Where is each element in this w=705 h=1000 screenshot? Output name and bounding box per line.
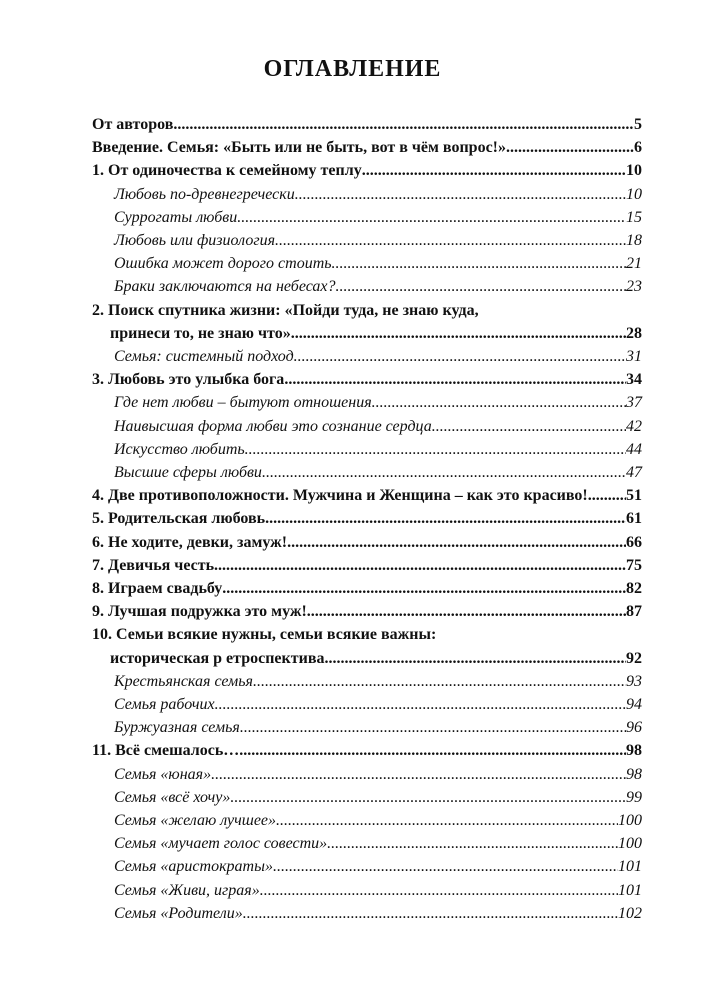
toc-dot-leader bbox=[307, 601, 626, 623]
toc-dot-leader bbox=[295, 184, 626, 206]
toc-page-number: 101 bbox=[618, 881, 642, 899]
toc-entry-title: Суррогаты любви bbox=[114, 208, 238, 226]
toc-entry-title: Введение. Семья: «Быть или не быть, вот в чём вопрос!» bbox=[92, 139, 506, 157]
toc-page-number: 44 bbox=[626, 440, 642, 458]
toc-page-number: 5 bbox=[634, 116, 642, 133]
toc-page-number: 100 bbox=[618, 812, 642, 829]
toc-entry[interactable] bbox=[92, 160, 642, 182]
toc-entry-title: Семья: системный подход bbox=[114, 348, 294, 365]
toc-entry[interactable] bbox=[114, 856, 642, 878]
toc-entry[interactable] bbox=[92, 485, 642, 507]
toc-page-number: 94 bbox=[626, 696, 642, 713]
toc-entry-title: Браки заключаются на небесах? bbox=[114, 278, 336, 296]
toc-entry[interactable] bbox=[92, 532, 642, 554]
toc-entry[interactable] bbox=[92, 114, 642, 136]
toc-dot-leader bbox=[253, 671, 626, 693]
toc-entry-title: Любовь или физиология bbox=[114, 232, 275, 249]
toc-page-number: 23 bbox=[626, 278, 642, 296]
toc-page-number: 28 bbox=[626, 324, 642, 342]
toc-dot-leader bbox=[432, 416, 626, 438]
toc-entry-title: Буржуазная семья bbox=[114, 719, 240, 737]
toc-entry[interactable] bbox=[114, 810, 642, 832]
toc-page-number: 75 bbox=[626, 556, 642, 574]
toc-dot-leader bbox=[506, 137, 634, 159]
toc-entry-title: Высшие сферы любви bbox=[114, 464, 262, 481]
toc-entry[interactable] bbox=[114, 392, 642, 414]
toc-page-number: 98 bbox=[626, 742, 642, 760]
toc-dot-leader bbox=[276, 810, 618, 832]
toc-page-number: 34 bbox=[626, 371, 642, 389]
toc-entry-title: Семья «желаю лучшее» bbox=[114, 812, 277, 829]
toc-entry-title: 7. Девичья честь bbox=[92, 556, 215, 574]
toc-dot-leader bbox=[230, 787, 626, 809]
toc-page-number: 66 bbox=[626, 533, 642, 551]
toc-page-number: 47 bbox=[626, 464, 642, 481]
toc-dot-leader bbox=[275, 230, 626, 252]
toc-entry[interactable] bbox=[114, 184, 642, 206]
toc-dot-leader bbox=[262, 462, 626, 484]
toc-entry[interactable] bbox=[114, 346, 642, 368]
toc-page-number: 102 bbox=[618, 904, 642, 922]
toc-entry[interactable] bbox=[92, 578, 642, 600]
toc-entry[interactable] bbox=[114, 833, 642, 855]
toc-entry[interactable] bbox=[114, 717, 642, 739]
toc-entry[interactable] bbox=[92, 740, 642, 762]
toc-entry[interactable] bbox=[92, 624, 642, 646]
toc-dot-leader bbox=[291, 323, 626, 345]
toc-entry-title: 5. Родительская любовь bbox=[92, 510, 266, 528]
toc-entry-title: 10. Семьи всякие нужны, семьи всякие важны: bbox=[92, 626, 437, 644]
toc-page-number: 101 bbox=[618, 858, 642, 876]
toc-page-number: 6 bbox=[634, 139, 642, 157]
toc-page-number: 21 bbox=[626, 255, 642, 273]
toc-entry-title: Ошибка может дорого стоить bbox=[114, 255, 332, 273]
toc-entry-title: Семья рабочих bbox=[114, 696, 215, 713]
page-title: ОГЛАВЛЕНИЕ bbox=[263, 56, 442, 82]
toc-dot-leader bbox=[284, 369, 626, 391]
toc-dot-leader bbox=[324, 648, 626, 670]
toc-entry[interactable] bbox=[110, 648, 642, 670]
toc-entry[interactable] bbox=[110, 323, 642, 345]
toc-dot-leader bbox=[237, 207, 626, 229]
toc-entry[interactable] bbox=[114, 416, 642, 438]
toc-entry[interactable] bbox=[114, 880, 642, 902]
toc-page-number: 51 bbox=[626, 487, 642, 505]
toc-entry[interactable] bbox=[114, 230, 642, 252]
toc-entry-title: Семья «аристократы» bbox=[114, 858, 273, 876]
toc-entry[interactable] bbox=[114, 764, 642, 786]
toc-entry-title: историческая р етроспектива bbox=[110, 649, 325, 667]
toc-page-number: 92 bbox=[626, 649, 642, 667]
toc-entry-title: Искусство любить bbox=[114, 440, 245, 458]
toc-entry-title: Наивысшая форма любви это сознание сердца bbox=[114, 417, 432, 435]
toc-entry[interactable] bbox=[114, 694, 642, 716]
toc-dot-leader bbox=[332, 253, 626, 275]
toc-entry-title: 2. Поиск спутника жизни: «Пойди туда, не знаю куда, bbox=[92, 301, 479, 319]
toc-page-number: 98 bbox=[626, 765, 642, 783]
toc-dot-leader bbox=[260, 880, 618, 902]
toc-entry[interactable] bbox=[114, 671, 642, 693]
toc-entry[interactable] bbox=[92, 555, 642, 577]
toc-page-number: 42 bbox=[626, 417, 642, 435]
toc-entry[interactable] bbox=[92, 369, 642, 391]
toc-page-number: 10 bbox=[626, 185, 642, 203]
toc-entry-title: 11. Всё смешалось… bbox=[92, 742, 240, 760]
toc-entry-title: Семья «Живи, играя» bbox=[114, 881, 260, 899]
toc-page-number: 10 bbox=[626, 162, 642, 180]
toc-dot-leader bbox=[273, 856, 618, 878]
toc-entry[interactable] bbox=[92, 137, 642, 159]
toc-entry-title: 3. Любовь это улыбка бога bbox=[92, 371, 285, 389]
toc-dot-leader bbox=[588, 485, 626, 507]
toc-entry-title: Семья «мучает голос совести» bbox=[114, 835, 328, 853]
toc-entry-title: принеси то, не знаю что» bbox=[110, 324, 291, 342]
toc-page-number: 100 bbox=[618, 835, 642, 853]
toc-page-number: 61 bbox=[626, 510, 642, 528]
toc-entry-title: Семья «юная» bbox=[114, 765, 212, 783]
toc-dot-leader bbox=[327, 833, 618, 855]
toc-entry[interactable] bbox=[114, 787, 642, 809]
toc-dot-leader bbox=[173, 114, 634, 136]
toc-entry[interactable] bbox=[92, 508, 642, 530]
toc-page-number: 93 bbox=[626, 672, 642, 690]
toc-dot-leader bbox=[239, 740, 626, 762]
toc-dot-leader bbox=[240, 717, 626, 739]
toc-page-number: 99 bbox=[626, 788, 642, 806]
toc-entry[interactable] bbox=[92, 601, 642, 623]
toc-entry-title: Где нет любви – бытуют отношения bbox=[114, 394, 372, 412]
toc-dot-leader bbox=[265, 508, 626, 530]
toc-entry-title: От авторов bbox=[92, 116, 174, 133]
toc-page-number: 18 bbox=[626, 232, 642, 249]
toc-dot-leader bbox=[287, 532, 626, 554]
toc-page-number: 15 bbox=[626, 208, 642, 226]
toc-dot-leader bbox=[243, 903, 618, 925]
toc-entry[interactable] bbox=[114, 439, 642, 461]
toc-dot-leader bbox=[362, 160, 626, 182]
toc-page-number: 96 bbox=[626, 719, 642, 737]
toc-page-number: 37 bbox=[626, 394, 642, 412]
toc-entry[interactable] bbox=[114, 207, 642, 229]
toc-dot-leader bbox=[211, 764, 626, 786]
toc-entry-title: 8. Играем свадьбу bbox=[92, 580, 223, 597]
toc-dot-leader bbox=[214, 555, 626, 577]
toc-page-number: 31 bbox=[626, 348, 642, 365]
toc-entry[interactable] bbox=[114, 253, 642, 275]
toc-entry[interactable] bbox=[114, 903, 642, 925]
toc-entry-title: 6. Не ходите, девки, замуж! bbox=[92, 533, 288, 551]
toc-dot-leader bbox=[294, 346, 626, 368]
toc-page-number: 82 bbox=[626, 580, 642, 597]
toc-entry-title: Семья «всё хочу» bbox=[114, 788, 231, 806]
toc-entry[interactable] bbox=[114, 462, 642, 484]
toc-entry-title: 1. От одиночества к семейному теплу bbox=[92, 162, 362, 180]
toc-dot-leader bbox=[215, 694, 626, 716]
toc-entry-title: Семья «Родители» bbox=[114, 904, 243, 922]
toc-entry-title: 9. Лучшая подружка это муж! bbox=[92, 603, 307, 621]
toc-entry-title: Крестьянская семья bbox=[114, 672, 253, 690]
toc-page-number: 87 bbox=[626, 603, 642, 621]
toc-entry-title: 4. Две противоположности. Мужчина и Женщина – как это красиво! bbox=[92, 487, 588, 505]
toc-dot-leader bbox=[222, 578, 626, 600]
toc-dot-leader bbox=[245, 439, 626, 461]
toc-dot-leader bbox=[372, 392, 626, 414]
toc-entry[interactable] bbox=[114, 276, 642, 298]
toc-entry[interactable] bbox=[92, 300, 642, 322]
toc-entry-title: Любовь по-древнегречески bbox=[114, 185, 295, 203]
toc-dot-leader bbox=[336, 276, 626, 298]
